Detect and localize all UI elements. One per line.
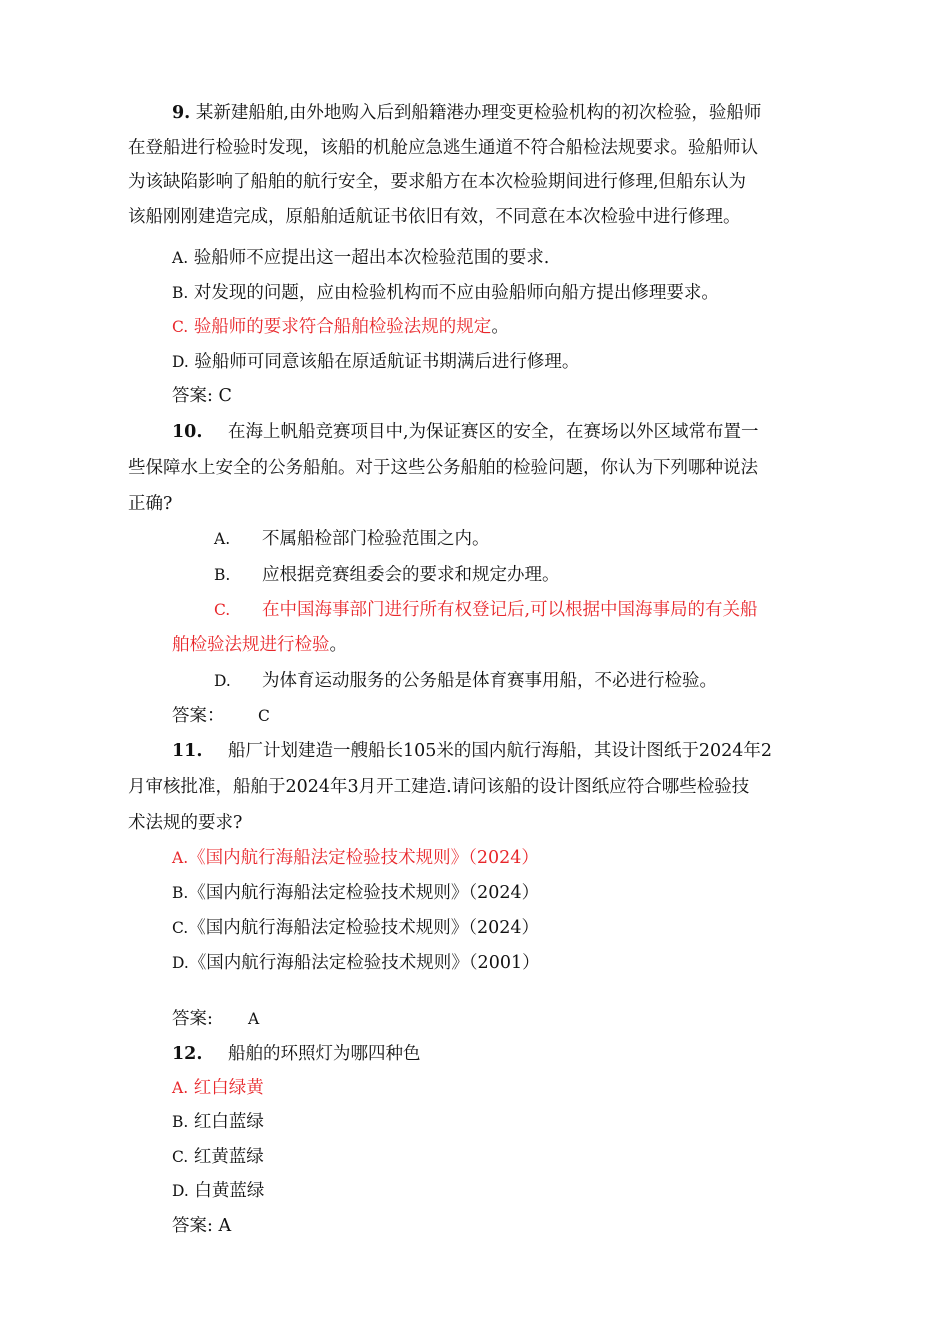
question-11-answer: 答案: A [172, 1009, 260, 1029]
question-9-line-1 [172, 101, 761, 125]
question-12-text: 船舶的环照灯为哪四种色 [228, 1044, 421, 1064]
question-9-line-3: 为该缺陷影响了船舶的航行安全，要求船方在本次检验期间进行修理,但船东认为 [128, 172, 747, 192]
question-9-line-2: 在登船进行检验时发现，该船的机舱应急逃生通道不符合船检法规要求。验船师认 [128, 138, 758, 158]
question-10-number: 10. [172, 422, 203, 442]
question-10-option-c-cont: 舶检验法规进行检验。 [172, 635, 347, 655]
question-11-option-a: A.《国内航行海船法定检验技术规则》（2024） [172, 848, 539, 868]
question-9-option-d: D. 验船师可同意该船在原适航证书期满后进行修理。 [172, 352, 580, 372]
question-10-option-c: C. 在中国海事部门进行所有权登记后,可以根据中国海事局的有关船 [214, 600, 758, 620]
question-9-option-c: C. 验船师的要求符合船舶检验法规的规定。 [172, 317, 509, 337]
question-9-option-b: B. 对发现的问题，应由检验机构而不应由验船师向船方提出修理要求。 [172, 283, 719, 303]
question-12-line-1 [172, 1042, 421, 1066]
question-9-line-4: 该船刚刚建造完成，原船舶适航证书依旧有效，不同意在本次检验中进行修理。 [128, 207, 741, 227]
question-11-option-c: C.《国内航行海船法定检验技术规则》（2024） [172, 918, 540, 938]
question-9-number: 9. [172, 103, 191, 123]
question-11-line-3: 术法规的要求? [128, 813, 243, 833]
question-11-number: 11. [172, 741, 203, 761]
question-11-line-2: 月审核批准，船舶于2024年3月开工建造.请问该船的设计图纸应符合哪些检验技 [128, 777, 750, 797]
question-10-option-d: D. 为体育运动服务的公务船是体育赛事用船，不必进行检验。 [214, 671, 717, 691]
question-10-line-1 [172, 420, 759, 444]
question-12-option-a: A. 红白绿黄 [172, 1078, 264, 1098]
question-11-option-b: B.《国内航行海船法定检验技术规则》（2024） [172, 883, 540, 903]
question-10-text: 在海上帆船竞赛项目中,为保证赛区的安全，在赛场以外区域常布置一 [228, 422, 759, 442]
question-10-answer: 答案： C [172, 706, 270, 726]
question-9-text: 某新建船舶,由外地购入后到船籍港办理变更检验机构的初次检验，验船师 [195, 103, 762, 123]
question-10-line-2: 些保障水上安全的公务船舶。对于这些公务船舶的检验问题，你认为下列哪种说法 [128, 458, 758, 478]
question-10-option-a: A. 不属船检部门检验范围之内。 [214, 529, 490, 549]
question-10-option-b: B. 应根据竞赛组委会的要求和规定办理。 [214, 565, 560, 585]
question-12-option-b: B. 红白蓝绿 [172, 1112, 264, 1132]
question-11-text: 船厂计划建造一艘船长105米的国内航行海船，其设计图纸于2024年2 [228, 741, 773, 761]
question-12-number: 12. [172, 1044, 203, 1064]
question-11-option-d: D.《国内航行海船法定检验技术规则》（2001） [172, 953, 540, 973]
question-10-line-3: 正确? [128, 494, 173, 514]
question-9-answer: 答案: C [172, 386, 232, 406]
question-9-option-a: A. 验船师不应提出这一超出本次检验范围的要求. [172, 248, 550, 268]
question-12-option-d: D. 白黄蓝绿 [172, 1181, 265, 1201]
question-11-line-1 [172, 739, 772, 763]
question-12-answer: 答案: A [172, 1216, 232, 1236]
question-12-option-c: C. 红黄蓝绿 [172, 1147, 264, 1167]
